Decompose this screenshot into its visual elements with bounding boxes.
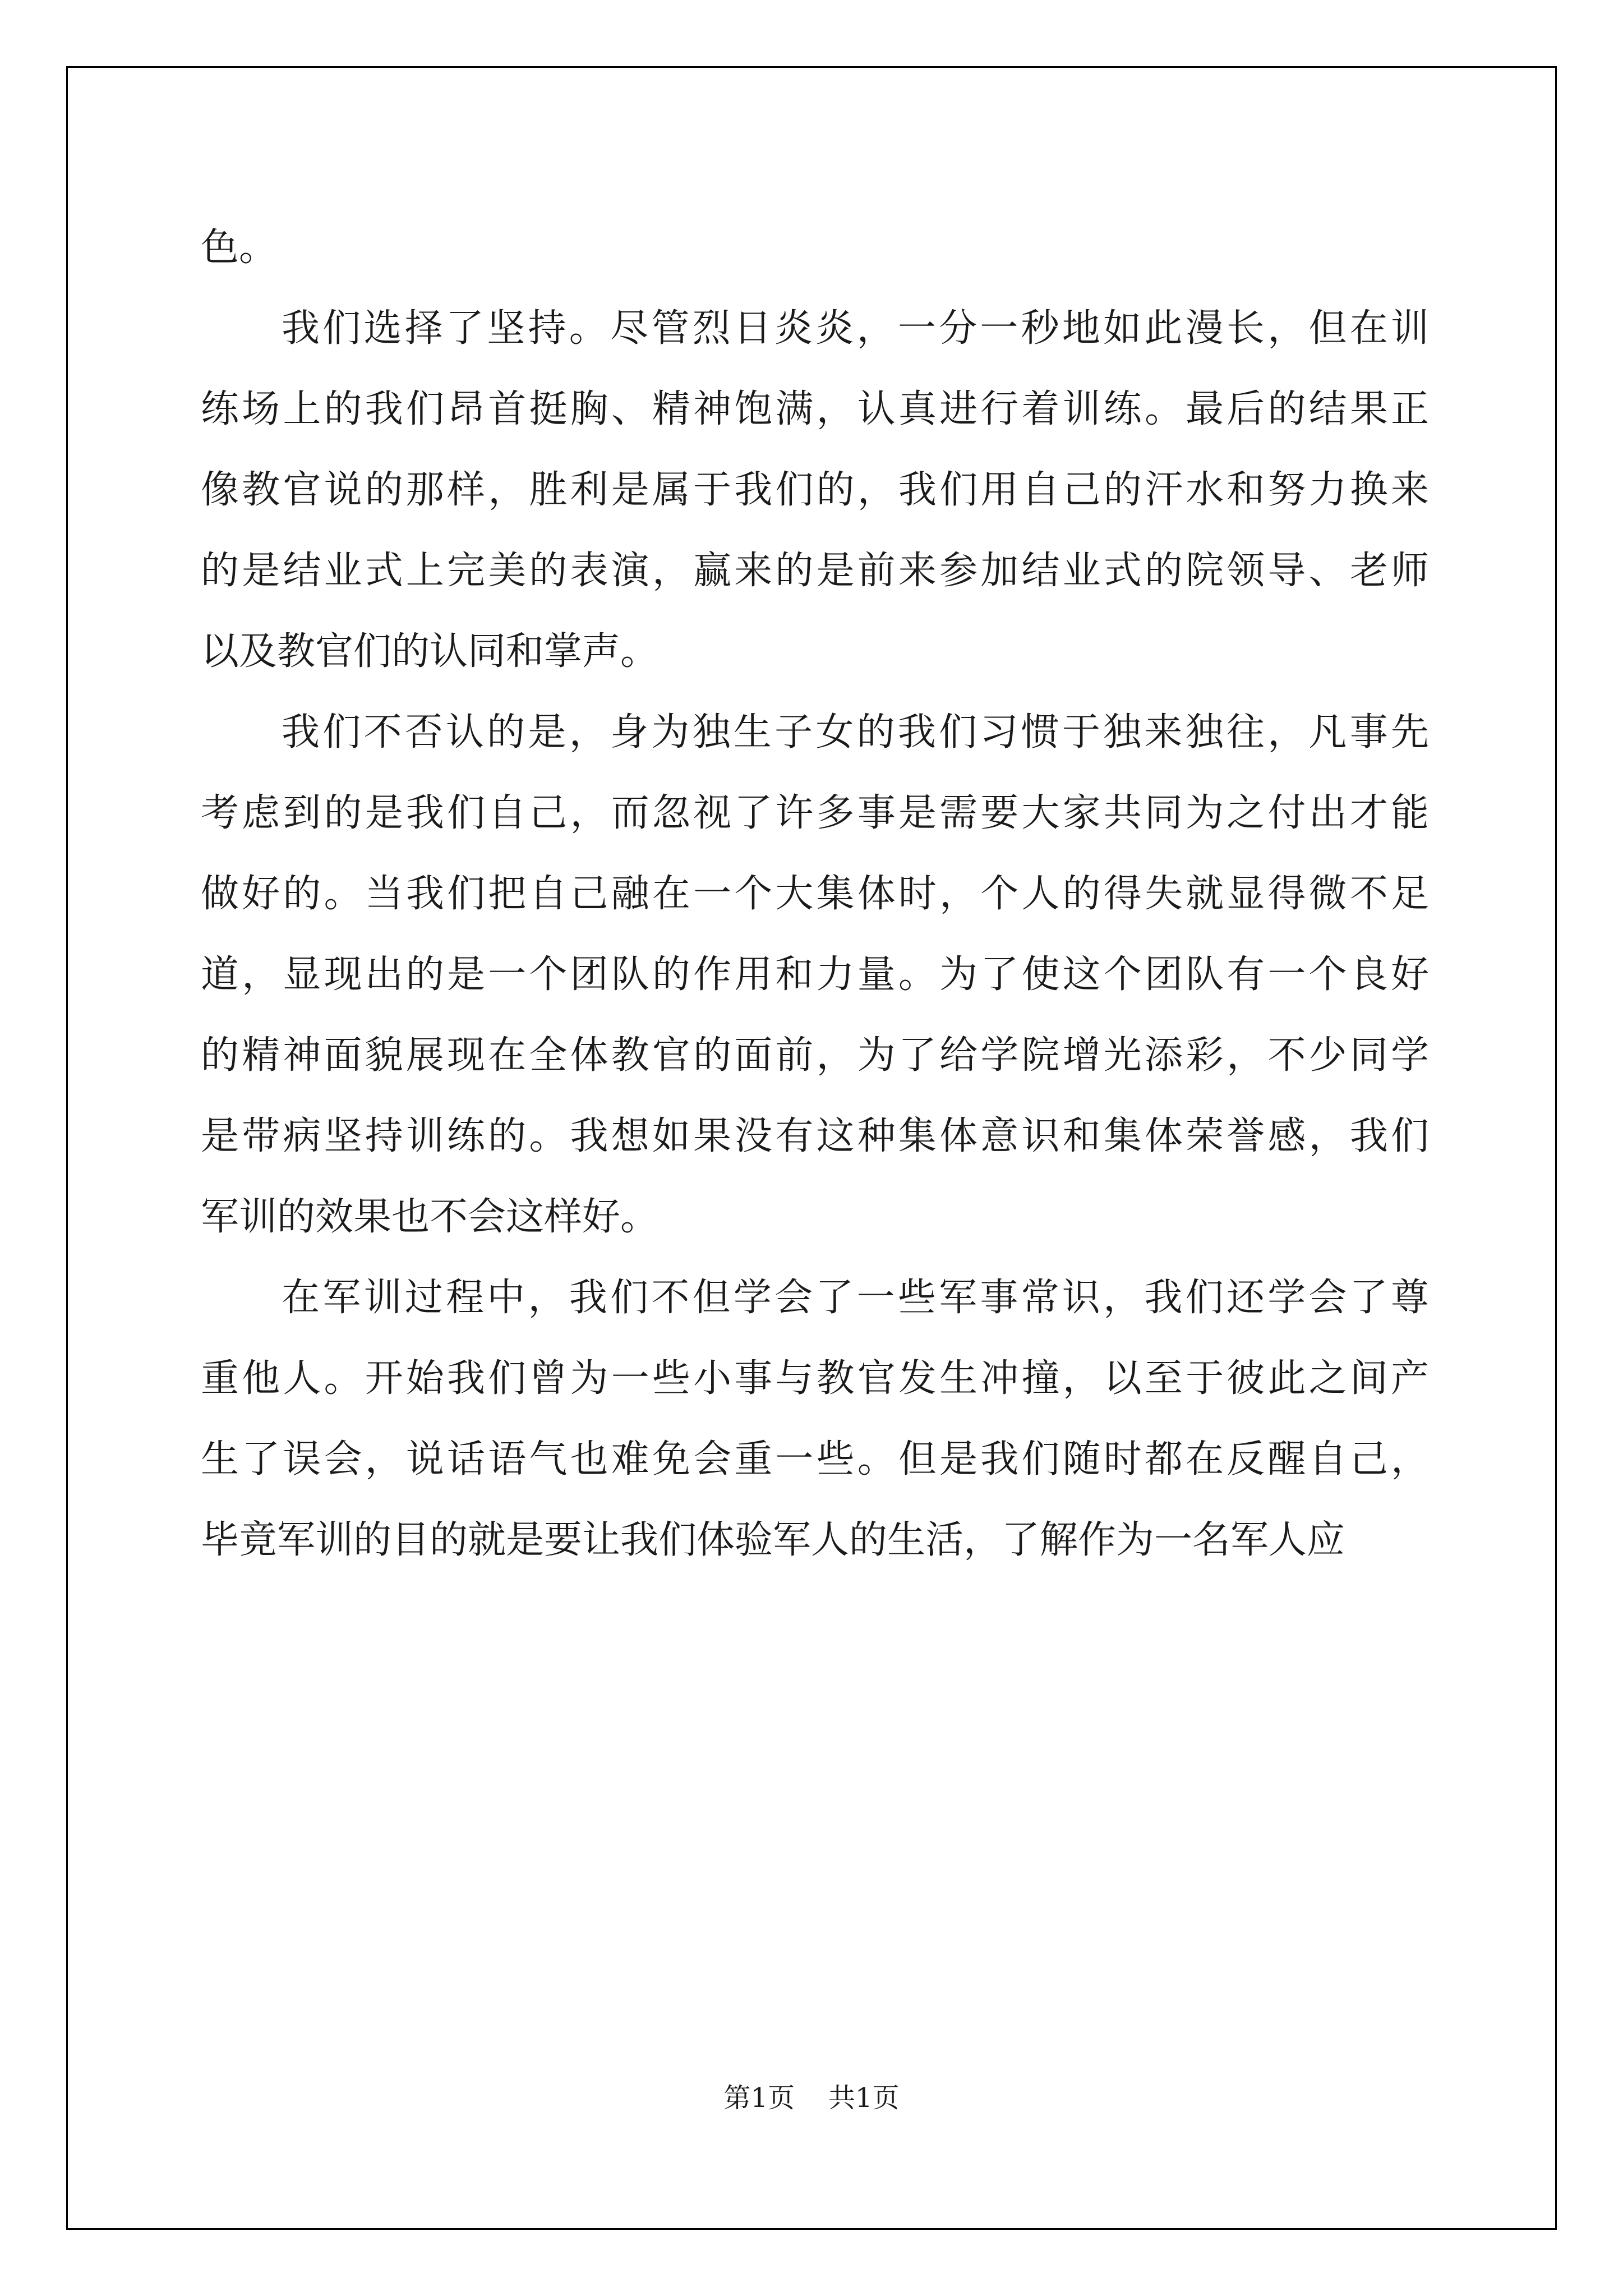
text-line: 的精神面貌展现在全体教官的面前，为了给学院增光添彩，不少同学 [201,1033,1429,1078]
text-line: 是带病坚持训练的。我想如果没有这种集体意识和集体荣誉感，我们 [201,1114,1429,1158]
text-line: 色。 [201,226,278,270]
paragraph [201,1258,1429,1581]
text-line: 毕竟军训的目的就是要让我们体验军人的生活，了解作为一名军人应 [201,1518,1345,1562]
text-line: 军训的效果也不会这样好。 [201,1195,659,1239]
paragraph [201,288,1429,692]
page-footer [0,2081,1623,2115]
page-number: 第1页 [723,2082,795,2114]
text-line: 考虑到的是我们自己，而忽视了许多事是需要大家共同为之付出才能 [201,791,1429,835]
text-line: 我们不否认的是，身为独生子女的我们习惯于独来独往，凡事先 [282,710,1429,754]
text-line: 重他人。开始我们曾为一些小事与教官发生冲撞，以至于彼此之间产 [201,1356,1429,1401]
text-line: 生了误会，说话语气也难免会重一些。但是我们随时都在反醒自己， [201,1437,1429,1481]
text-line: 做好的。当我们把自己融在一个大集体时，个人的得失就显得微不足 [201,872,1429,916]
paragraph [201,692,1429,1258]
document-body [201,208,1429,1581]
text-line: 的是结业式上完美的表演，赢来的是前来参加结业式的院领导、老师 [201,549,1429,593]
text-line: 在军训过程中，我们不但学会了一些军事常识，我们还学会了尊 [282,1276,1429,1320]
text-line: 练场上的我们昂首挺胸、精神饱满，认真进行着训练。最后的结果正 [201,387,1429,431]
text-line: 道，显现出的是一个团队的作用和力量。为了使这个团队有一个良好 [201,953,1429,997]
paragraph [201,208,1429,288]
page-total: 共1页 [828,2082,900,2114]
text-line: 以及教官们的认同和掌声。 [201,629,659,674]
text-line: 像教官说的那样，胜利是属于我们的，我们用自己的汗水和努力换来 [201,468,1429,512]
text-line: 我们选择了坚持。尽管烈日炎炎，一分一秒地如此漫长，但在训 [282,306,1429,351]
